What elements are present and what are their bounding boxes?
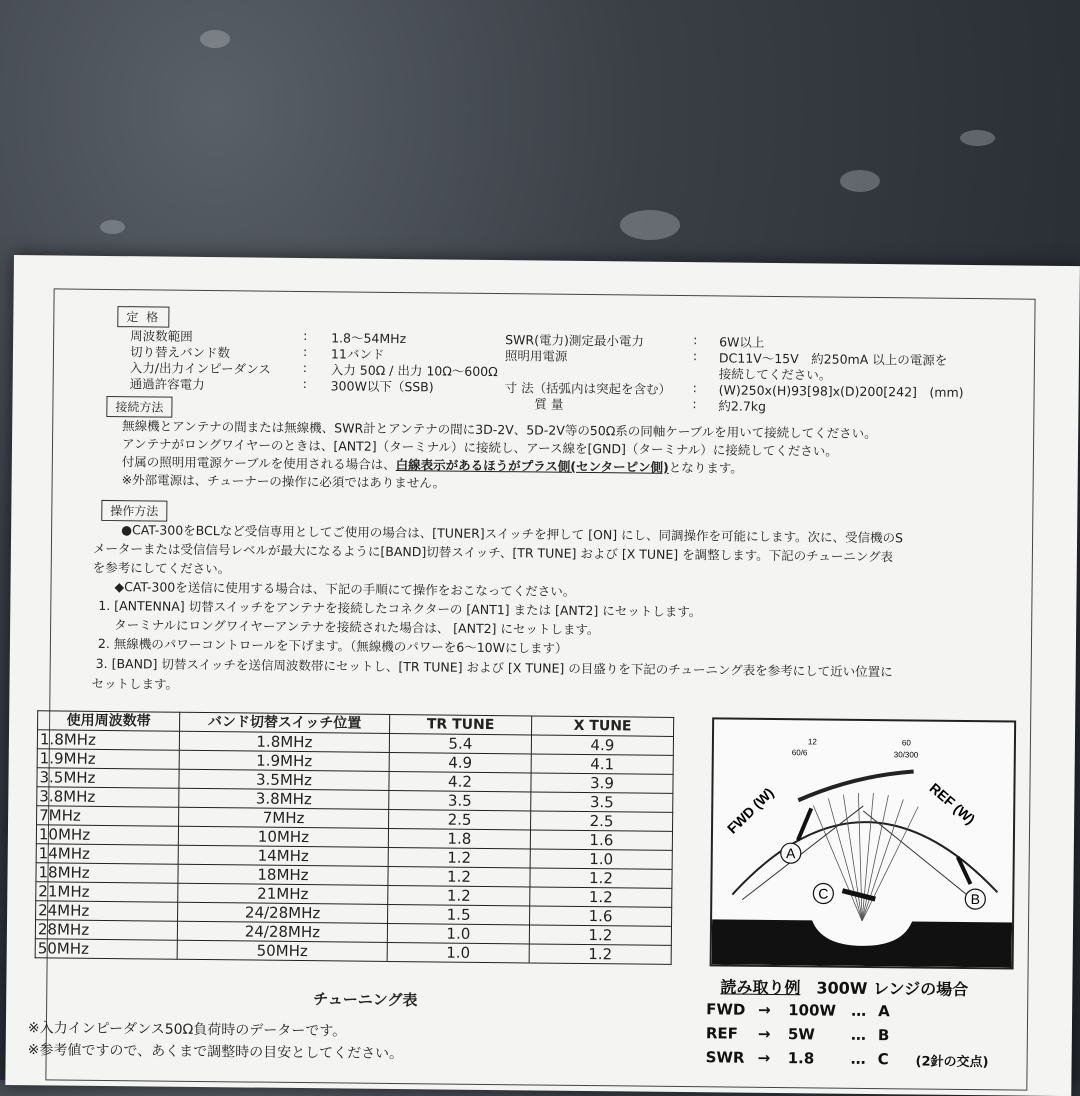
table-cell: 1.8 (388, 828, 530, 848)
operate-step: 2. 無線機のパワーコントロールを下げます。（無線機のパワーを6～10Wにします） (97, 635, 568, 656)
scale-label: 60 (901, 738, 911, 748)
table-cell: 24/28MHz (178, 902, 388, 923)
spec-label: 切り替えバンド数 (129, 344, 231, 361)
table-cell: 10MHz (36, 825, 178, 845)
table-cell: 50MHz (177, 940, 387, 961)
spec-colon: : (692, 380, 697, 396)
table-cell: 5.4 (389, 733, 531, 753)
meter-illustration (710, 717, 1017, 969)
table-cell: 1.2 (388, 847, 530, 867)
table-cell: 1.2 (388, 885, 530, 905)
spec-label: 寸 法（括弧内は突起を含む） (504, 380, 672, 397)
table-cell: 3.5 (531, 792, 673, 812)
marker-a: A (786, 845, 796, 862)
stone-speck (960, 130, 995, 146)
table-cell: 4.9 (389, 752, 531, 772)
table-cell: 1.8MHz (179, 731, 389, 752)
table-cell: 7MHz (179, 807, 389, 828)
operate-line: メーターまたは受信信号レベルが最大になるように[BAND]切替スイッチ、[TR TUNE] および [X TUNE] を調整します。下記のチューニング表 (92, 540, 894, 565)
table-cell: 3.5MHz (179, 769, 389, 790)
table-cell: 10MHz (178, 826, 388, 847)
ref-label: REF (W) (926, 779, 979, 828)
table-cell: 3.5 (389, 790, 531, 810)
spec-colon: : (692, 396, 697, 412)
reading-label: SWR (705, 1048, 745, 1067)
marker-c: C (818, 885, 829, 902)
table-cell: 24MHz (36, 901, 178, 921)
reading-title-text: 読み取り例 (720, 977, 801, 998)
table-cell: 3.9 (531, 773, 673, 793)
spec-colon: : (302, 344, 308, 360)
spec-value: 6W以上 (719, 334, 765, 350)
stone-speck (100, 220, 125, 234)
spec-colon: : (692, 348, 698, 364)
reading-mark: B (877, 1026, 890, 1045)
connect-line: アンテナがロングワイヤーのときは、[ANT2]（ターミナル）に接続し、アース線を[GND]（ターミナル）に接続してください。 (121, 436, 838, 459)
reading-subtitle: 300W レンジの場合 (816, 978, 969, 1000)
reading-arrow: → (758, 1000, 771, 1019)
connect-title: 接続方法 (106, 396, 172, 418)
table-header: 使用周波数帯 (38, 711, 180, 731)
connect-line: 無線機とアンテナの間または無線機、SWR計とアンテナの間に3D-2V、5D-2V等の50Ω系の同軸ケーブルを用いて接続してください。 (122, 418, 877, 442)
table-cell: 1.2 (529, 925, 671, 945)
table-cell: 14MHz (178, 845, 388, 866)
connect-line3-post: となります。 (668, 459, 743, 476)
connect-line3-bold: 白線表示があるほうがプラス側(センターピン側) (395, 457, 669, 475)
spec-value: 約2.7kg (718, 398, 767, 414)
operate-line: を参考にしてください。 (92, 559, 231, 577)
reading-label: REF (705, 1024, 739, 1043)
reading-value: 100W (788, 1001, 837, 1020)
reading-mark: C (877, 1050, 889, 1069)
stone-speck (200, 30, 230, 48)
table-cell: 1.0 (387, 942, 529, 962)
reading-dots: … (851, 1001, 867, 1020)
reading-value: 5W (787, 1025, 815, 1044)
table-cell: 4.9 (531, 735, 673, 755)
spec-value: (W)250x(H)93[98]x(D)200[242] (mm) (718, 382, 964, 400)
connect-line3-pre: 付属の照明用電源ケーブルを使用される場合は、 (121, 454, 396, 473)
operate-line: ●CAT-300をBCLなど受信専用としてご使用の場合は、[TUNER]スイッチを押して [ON] にし、同調操作を可能にします。次に、受信機のS (121, 522, 904, 546)
reading-dots: … (850, 1049, 866, 1068)
fwd-needle (742, 805, 863, 901)
spec-label: 通過許容電力 (129, 376, 205, 393)
table-cell: 1.9MHz (37, 749, 179, 769)
table-note: ※参考値ですので、あくまで調整時の目安としてください。 (27, 1042, 404, 1063)
table-cell: 1.2 (529, 944, 671, 964)
ref-needle (862, 811, 983, 907)
table-header: バンド切替スイッチ位置 (180, 712, 390, 733)
table-body (35, 730, 673, 965)
scale-label: 60/6 (791, 748, 808, 758)
spec-value: 接続してください。 (718, 366, 832, 383)
table-cell: 2.5 (531, 811, 673, 831)
spec-colon: : (302, 376, 307, 392)
marker-b: B (970, 891, 981, 908)
operate-step: ターミナルにロングワイヤーアンテナを接続された場合は、 [ANT2] にセットします。 (114, 617, 600, 638)
table-cell: 4.1 (531, 754, 673, 774)
instruction-sheet (5, 255, 1080, 1096)
table-cell: 1.8MHz (37, 730, 179, 750)
table-cell: 28MHz (35, 920, 177, 940)
reading-arrow: → (757, 1024, 771, 1043)
spec-colon: : (693, 332, 698, 348)
table-header: X TUNE (532, 716, 674, 736)
spec-label: 周波数範囲 (130, 328, 193, 344)
table-cell: 18MHz (178, 864, 388, 885)
operate-step: 1. [ANTENNA] 切替スイッチをアンテナを接続したコネクターの [ANT1] または [ANT2] にセットします。 (98, 597, 702, 620)
fwd-label: FWD (W) (723, 784, 777, 837)
spec-label: 入力/出力インピーダンス (129, 360, 271, 377)
table-cell: 7MHz (37, 806, 179, 826)
tuning-table (35, 710, 675, 965)
table-cell: 1.6 (530, 906, 672, 926)
reading-mark: A (878, 1002, 890, 1021)
table-cell: 14MHz (36, 844, 178, 864)
operate-title: 操作方法 (101, 500, 167, 522)
top-scale-arc (798, 770, 913, 801)
spec-value: DC11V～15V 約250mA 以上の電源を (718, 350, 948, 368)
reading-value: 1.8 (787, 1049, 815, 1068)
table-cell: 1.5 (388, 904, 530, 924)
scale-label: 12 (807, 737, 817, 747)
table-cell: 3.5MHz (37, 768, 179, 788)
stone-speck (840, 170, 880, 192)
table-cell: 1.9MHz (179, 750, 389, 771)
table-cell: 50MHz (35, 939, 177, 959)
spec-value: 入力 50Ω / 出力 10Ω～600Ω (330, 362, 498, 380)
operate-step: セットします。 (91, 675, 179, 692)
table-cell: 1.6 (530, 830, 672, 850)
swr-label: SWR (843, 923, 881, 942)
table-caption: チューニング表 (313, 990, 418, 1010)
specs-title: 定 格 (117, 306, 169, 328)
operate-step: 3. [BAND] 切替スイッチを送信周波数帯にセットし、[TR TUNE] および [X TUNE] の目盛りを下記のチューニング表を参考にして近い位置に (95, 655, 893, 680)
table-cell: 1.2 (530, 868, 672, 888)
reading-label: FWD (706, 1000, 746, 1019)
spec-value: 1.8～54MHz (331, 330, 407, 347)
table-cell: 18MHz (36, 863, 178, 883)
connect-line: ※外部電源は、チューナーの操作に必須ではありません。 (121, 472, 446, 491)
spec-colon: : (303, 328, 308, 344)
table-cell: 1.0 (387, 923, 529, 943)
table-cell: 4.2 (389, 771, 531, 791)
table-cell: 2.5 (389, 809, 531, 829)
table-cell: 1.2 (530, 887, 672, 907)
table-cell: 1.0 (530, 849, 672, 869)
table-cell: 21MHz (178, 883, 388, 904)
spec-value: 11バンド (330, 346, 385, 362)
table-cell: 3.8MHz (37, 787, 179, 807)
table-header: TR TUNE (390, 714, 532, 734)
spec-label: 照明用電源 (504, 348, 568, 364)
reading-note: (2針の交点) (915, 1054, 989, 1071)
spec-value: 300W以下（SSB) (330, 378, 434, 395)
reading-arrow: → (757, 1048, 771, 1067)
reading-title (720, 974, 968, 1000)
stone-speck (620, 210, 680, 240)
reading-dots: … (850, 1025, 866, 1044)
table-cell: 1.2 (388, 866, 530, 886)
spec-label: 質 量 (534, 396, 564, 412)
operate-line: ◆CAT-300を送信に使用する場合は、下記の手順にて操作をおこなってください。 (114, 579, 576, 599)
table-cell: 3.8MHz (179, 788, 389, 809)
scale-label: 30/300 (893, 750, 919, 760)
spec-label: SWR(電力)測定最小電力 (505, 332, 644, 349)
table-cell: 21MHz (36, 882, 178, 902)
meter-drawing (712, 719, 1015, 967)
table-note: ※入力インピーダンス50Ω負荷時のデーターです。 (27, 1020, 347, 1040)
spec-colon: : (302, 360, 308, 376)
table-cell: 24/28MHz (177, 921, 387, 942)
